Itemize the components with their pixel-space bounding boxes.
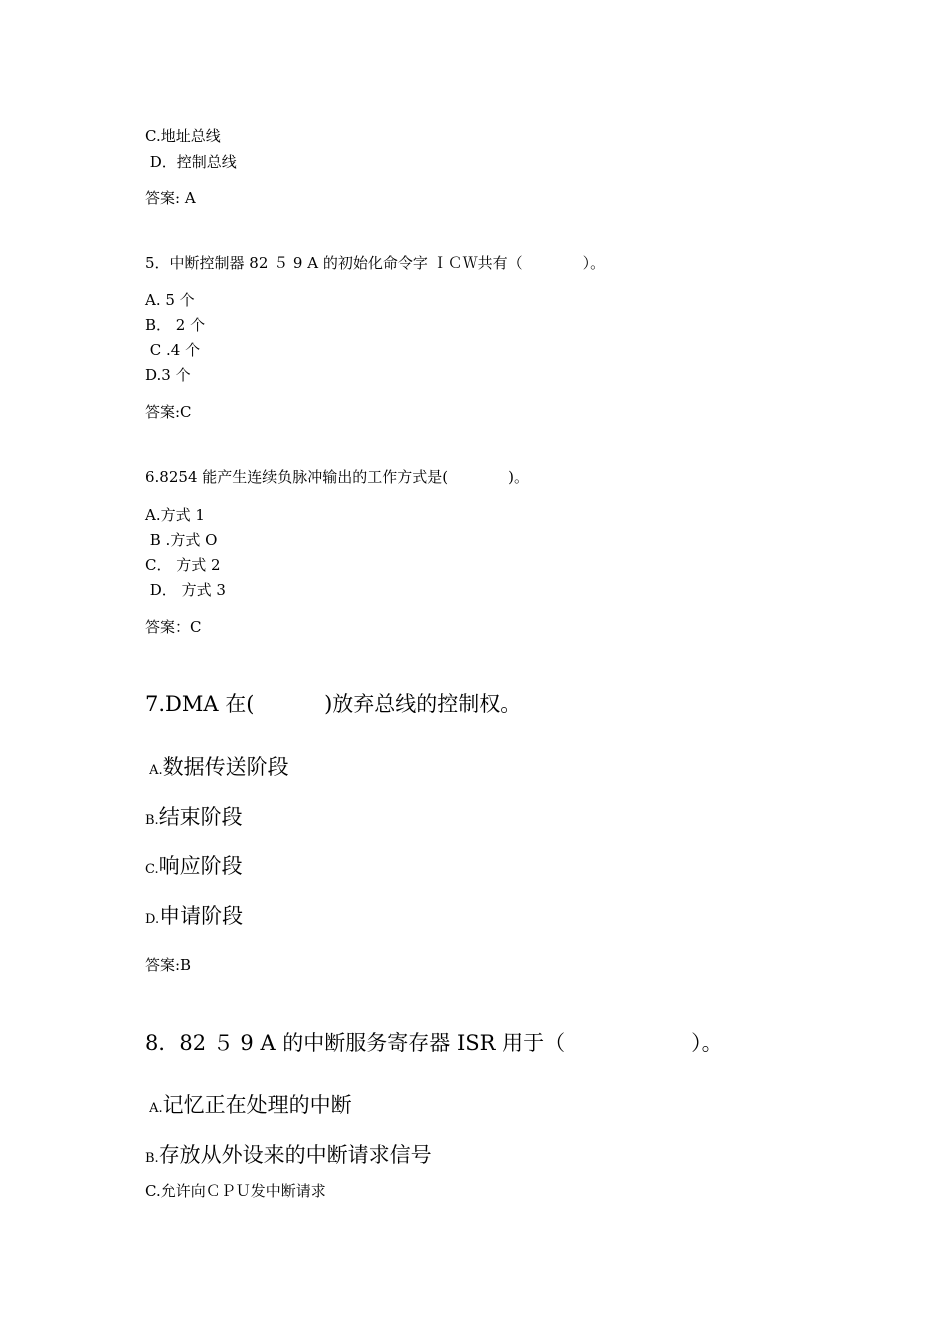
q7-option-d: [145, 906, 243, 927]
q7-option-a-prefix: A.: [145, 763, 163, 778]
q7-option-b-prefix: B.: [145, 813, 159, 828]
q7-answer: 答案:B: [145, 956, 192, 974]
answer: 答案: A: [145, 189, 196, 207]
q6-option-b: B .方式 O: [145, 531, 218, 549]
q6-option-d: D． 方式 3: [145, 581, 226, 599]
q5-option-b: B． 2 个: [145, 316, 206, 334]
q8-option-a-prefix: A.: [145, 1101, 163, 1116]
q5-answer: 答案:C: [145, 403, 192, 421]
option-c: C.地址总线: [145, 127, 221, 145]
q7-option-c-text: 响应阶段: [158, 854, 243, 878]
q8-option-a-text: 记忆正在处理的中断: [162, 1093, 352, 1117]
q7-option-c: [145, 856, 243, 877]
question-8: 8．82 ５ 9 A 的中断服务寄存器 ISR 用于（ ）。: [145, 1031, 723, 1055]
q5-option-a: A. 5 个: [145, 291, 195, 309]
q8-option-b-text: 存放从外设来的中断请求信号: [158, 1143, 432, 1167]
q7-option-b-text: 结束阶段: [158, 805, 243, 829]
q8-option-b-prefix: B.: [145, 1151, 159, 1166]
question-5: 5．中断控制器 82 ５ 9 A 的初始化命令字 ＩＣＷ共有（ ）。: [145, 254, 606, 272]
q6-answer: 答案：C: [145, 618, 202, 636]
question-6: 6.8254 能产生连续负脉冲输出的工作方式是( )。: [145, 468, 529, 486]
q5-option-c: C .4 个: [145, 341, 201, 359]
option-d: D．控制总线: [145, 153, 237, 171]
q7-option-a-text: 数据传送阶段: [162, 755, 289, 779]
q7-option-d-prefix: D.: [145, 912, 160, 927]
q8-option-b: [145, 1145, 432, 1166]
q6-option-a: A.方式 1: [145, 506, 205, 524]
q7-option-a: [145, 757, 289, 778]
q7-option-b: [145, 807, 243, 828]
q7-option-c-prefix: C.: [145, 862, 159, 877]
question-7: 7.DMA 在( )放弃总线的控制权。: [145, 692, 522, 716]
q8-option-c: C.允许向ＣＰＵ发中断请求: [145, 1182, 326, 1200]
q7-option-d-text: 申请阶段: [159, 904, 244, 928]
q6-option-c: C． 方式 2: [145, 556, 221, 574]
q8-option-a: [145, 1095, 352, 1116]
q5-option-d: D.3 个: [145, 366, 191, 384]
